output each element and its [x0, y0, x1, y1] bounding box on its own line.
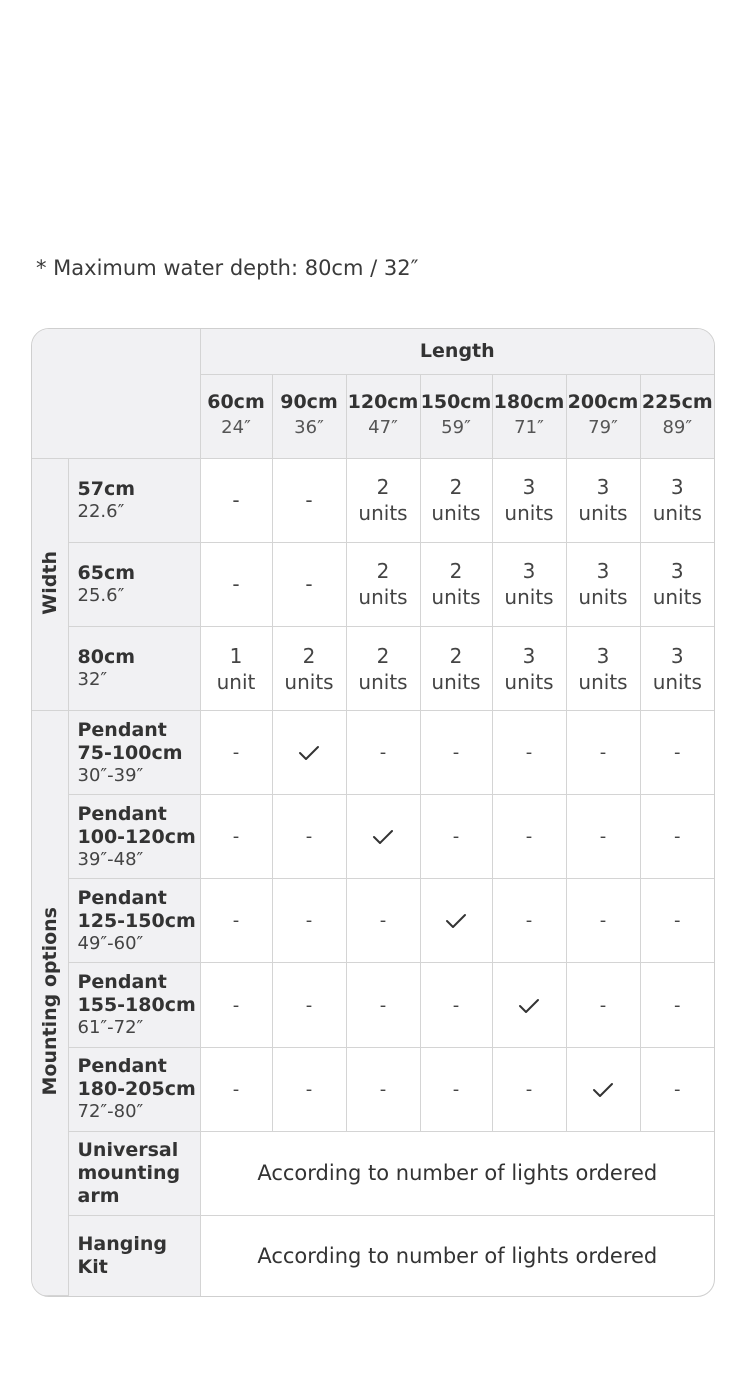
pendant-row-header: [68, 711, 200, 795]
length-inches: 47″: [368, 417, 398, 439]
units-cell: [640, 626, 714, 710]
units-cell-line: units: [578, 501, 628, 526]
units-cell-line: units: [431, 669, 481, 694]
units-cell: [420, 626, 492, 710]
dash-mark: -: [452, 1078, 460, 1100]
units-cell-line: units: [578, 585, 628, 610]
width-row: [32, 458, 714, 542]
units-cell: [200, 542, 272, 626]
units-cell-line: units: [652, 669, 702, 694]
hanging-kit-label-line: Kit: [77, 1255, 108, 1278]
width-cm: 65cm: [77, 561, 136, 584]
pendant-cell: [200, 711, 272, 795]
width-cm: 57cm: [77, 477, 136, 500]
universal-arm-label-line: mounting: [77, 1161, 181, 1184]
units-cell-line: units: [504, 669, 554, 694]
hanging-kit-row-header: [68, 1215, 200, 1295]
dash-mark: -: [232, 910, 240, 932]
units-cell: [346, 626, 420, 710]
pendant-cell: [566, 963, 640, 1047]
units-cell: [420, 542, 492, 626]
pendant-inches: 30″-39″: [77, 764, 144, 786]
pendant-cell: [200, 795, 272, 879]
pendant-cell: [420, 711, 492, 795]
pendant-row-header: [68, 879, 200, 963]
dash-mark: -: [599, 826, 607, 848]
length-cm: 120cm: [347, 391, 419, 414]
universal-arm-row-header: [68, 1131, 200, 1215]
units-cell: [566, 542, 640, 626]
pendant-cell: [346, 795, 420, 879]
width-row-header: [68, 458, 200, 542]
pendant-cell: [640, 711, 714, 795]
dash-mark: -: [525, 910, 533, 932]
units-cell: [492, 542, 566, 626]
dash-mark: -: [305, 1078, 313, 1100]
units-cell: [272, 542, 346, 626]
units-cell: [346, 458, 420, 542]
width-row-header: [68, 542, 200, 626]
pendant-cell: [566, 795, 640, 879]
dash-mark: -: [305, 994, 313, 1016]
units-cell-line: 3: [522, 475, 536, 500]
length-inches: 36″: [294, 417, 324, 439]
dash-mark: -: [232, 826, 240, 848]
pendant-cell: [200, 879, 272, 963]
pendant-cell: [492, 795, 566, 879]
dash-mark: -: [525, 826, 533, 848]
length-cm: 150cm: [420, 391, 492, 414]
dash-mark: -: [674, 742, 681, 764]
units-cell: [272, 458, 346, 542]
units-cell: [640, 458, 714, 542]
width-row-header: [68, 626, 200, 710]
pendant-cell: [420, 963, 492, 1047]
pendant-cell: [566, 711, 640, 795]
units-cell-line: 3: [522, 643, 536, 668]
dash-mark: -: [599, 742, 607, 764]
pendant-cell: [566, 1047, 640, 1131]
pendant-row: [32, 795, 714, 879]
pendant-row: [32, 1047, 714, 1131]
pendant-cell: [492, 963, 566, 1047]
pendant-name: Pendant: [77, 718, 167, 741]
units-cell-line: 3: [670, 559, 684, 584]
pendant-cell: [200, 1047, 272, 1131]
pendant-cell: [272, 879, 346, 963]
units-cell-line: 3: [596, 559, 610, 584]
units-cell-line: 3: [596, 475, 610, 500]
dash-mark: -: [674, 826, 681, 848]
width-row: [32, 626, 714, 710]
units-cell-line: 3: [670, 475, 684, 500]
units-cell-line: units: [358, 501, 408, 526]
pendant-range: 155-180cm: [77, 994, 196, 1016]
dash-mark: -: [452, 994, 460, 1016]
check-icon: [298, 744, 320, 762]
pendant-row-header: [68, 963, 200, 1047]
units-cell: [492, 458, 566, 542]
dash-mark: -: [674, 910, 681, 932]
length-column-header: [492, 374, 566, 458]
pendant-cell: [272, 963, 346, 1047]
units-cell-line: -: [305, 488, 313, 513]
length-column-header: [272, 374, 346, 458]
length-column-header: [200, 374, 272, 458]
units-cell-line: units: [504, 585, 554, 610]
width-side-label: [32, 458, 68, 710]
hanging-kit-value: According to number of lights ordered: [200, 1215, 714, 1295]
check-icon: [445, 912, 467, 930]
units-cell: [566, 458, 640, 542]
units-cell-line: 2: [449, 559, 463, 584]
dash-mark: -: [525, 742, 533, 764]
pendant-cell: [492, 879, 566, 963]
pendant-inches: 39″-48″: [77, 848, 144, 870]
units-cell: [492, 626, 566, 710]
universal-arm-label-line: arm: [77, 1184, 120, 1207]
pendant-cell: [420, 1047, 492, 1131]
units-cell: [200, 458, 272, 542]
universal-arm-label-line: Universal: [77, 1138, 179, 1161]
length-cm: 200cm: [567, 391, 639, 414]
mounting-side-label: [32, 711, 68, 1296]
pendant-cell: [640, 1047, 714, 1131]
length-cm: 180cm: [493, 391, 565, 414]
pendant-cell: [640, 795, 714, 879]
width-inches: 32″: [77, 669, 108, 690]
pendant-cell: [492, 1047, 566, 1131]
pendant-name: Pendant: [77, 971, 167, 993]
units-cell-line: 3: [596, 643, 610, 668]
hanging-kit-label-line: Hanging: [77, 1232, 167, 1255]
pendant-name: Pendant: [77, 886, 167, 909]
units-cell: [272, 626, 346, 710]
pendant-row-header: [68, 795, 200, 879]
pendant-name: Pendant: [77, 802, 167, 825]
units-cell-line: 2: [449, 643, 463, 668]
units-cell-line: 1: [229, 643, 243, 668]
length-inches: 24″: [221, 417, 251, 439]
units-cell-line: units: [284, 669, 334, 694]
pendant-range: 125-150cm: [77, 909, 196, 932]
pendant-cell: [346, 711, 420, 795]
dash-mark: -: [525, 1078, 533, 1100]
pendant-row: [32, 711, 714, 795]
dash-mark: -: [379, 994, 387, 1016]
units-cell-line: 2: [449, 475, 463, 500]
length-cm: 225cm: [641, 391, 713, 414]
units-cell-line: 2: [376, 559, 390, 584]
length-column-header: [566, 374, 640, 458]
units-cell-line: 3: [670, 643, 684, 668]
units-cell-line: unit: [216, 669, 256, 694]
compatibility-table: [32, 329, 714, 1296]
dash-mark: -: [674, 1078, 681, 1100]
units-cell: [566, 626, 640, 710]
dash-mark: -: [232, 994, 240, 1016]
units-cell-line: units: [504, 501, 554, 526]
dash-mark: -: [379, 1078, 387, 1100]
dash-mark: -: [452, 742, 460, 764]
units-cell-line: units: [578, 669, 628, 694]
pendant-cell: [346, 879, 420, 963]
pendant-row: [32, 879, 714, 963]
width-row: [32, 542, 714, 626]
length-inches: 71″: [514, 417, 544, 439]
pendant-cell: [566, 879, 640, 963]
width-label: Width: [38, 550, 61, 615]
units-cell-line: units: [652, 501, 702, 526]
dash-mark: -: [379, 910, 387, 932]
length-cm: 90cm: [280, 391, 338, 414]
dash-mark: -: [599, 910, 607, 932]
max-water-depth-note: * Maximum water depth: 80cm / 32″: [36, 256, 419, 280]
pendant-cell: [346, 1047, 420, 1131]
units-cell-line: units: [652, 585, 702, 610]
universal-arm-row: [32, 1131, 714, 1215]
units-cell-line: 2: [376, 475, 390, 500]
table-corner: [32, 329, 200, 458]
dash-mark: -: [674, 994, 681, 1016]
length-column-header: [420, 374, 492, 458]
check-icon: [372, 828, 394, 846]
check-icon: [592, 1081, 614, 1099]
dash-mark: -: [599, 994, 607, 1016]
length-inches: 79″: [588, 417, 618, 439]
dash-mark: -: [305, 826, 313, 848]
units-cell-line: 2: [302, 643, 316, 668]
pendant-inches: 49″-60″: [77, 932, 144, 954]
units-cell: [200, 626, 272, 710]
pendant-range: 180-205cm: [77, 1078, 196, 1101]
units-cell: [420, 458, 492, 542]
pendant-inches: 61″-72″: [77, 1017, 144, 1038]
pendant-cell: [272, 1047, 346, 1131]
universal-arm-value: According to number of lights ordered: [200, 1131, 714, 1215]
units-cell: [640, 542, 714, 626]
units-cell-line: units: [358, 669, 408, 694]
pendant-inches: 72″-80″: [77, 1101, 144, 1123]
units-cell-line: 3: [522, 559, 536, 584]
pendant-row: [32, 963, 714, 1047]
dash-mark: -: [232, 1078, 240, 1100]
pendant-row-header: [68, 1047, 200, 1131]
hanging-kit-row: [32, 1215, 714, 1295]
mounting-label: Mounting options: [38, 906, 61, 1096]
pendant-cell: [420, 879, 492, 963]
pendant-cell: [200, 963, 272, 1047]
compatibility-table-container: [31, 328, 715, 1297]
width-cm: 80cm: [77, 646, 136, 668]
units-cell-line: -: [232, 572, 240, 597]
length-cm: 60cm: [207, 391, 265, 414]
pendant-cell: [640, 963, 714, 1047]
length-header: Length: [200, 329, 714, 374]
pendant-name: Pendant: [77, 1055, 167, 1078]
pendant-cell: [492, 711, 566, 795]
dash-mark: -: [305, 910, 313, 932]
pendant-cell: [640, 879, 714, 963]
dash-mark: -: [379, 742, 387, 764]
length-column-header: [346, 374, 420, 458]
width-inches: 25.6″: [77, 584, 125, 606]
pendant-cell: [346, 963, 420, 1047]
units-cell-line: units: [431, 585, 481, 610]
check-icon: [518, 997, 540, 1015]
units-cell-line: units: [358, 585, 408, 610]
pendant-range: 75-100cm: [77, 741, 183, 764]
pendant-cell: [272, 795, 346, 879]
pendant-cell: [272, 711, 346, 795]
units-cell-line: 2: [376, 643, 390, 668]
length-inches: 89″: [662, 417, 693, 439]
length-inches: 59″: [441, 417, 471, 439]
dash-mark: -: [452, 826, 460, 848]
units-cell-line: units: [431, 501, 481, 526]
length-column-header: [640, 374, 714, 458]
units-cell-line: -: [232, 488, 240, 513]
pendant-cell: [420, 795, 492, 879]
width-inches: 22.6″: [77, 500, 125, 522]
dash-mark: -: [232, 742, 240, 764]
units-cell-line: -: [305, 572, 313, 597]
units-cell: [346, 542, 420, 626]
pendant-range: 100-120cm: [77, 825, 196, 848]
